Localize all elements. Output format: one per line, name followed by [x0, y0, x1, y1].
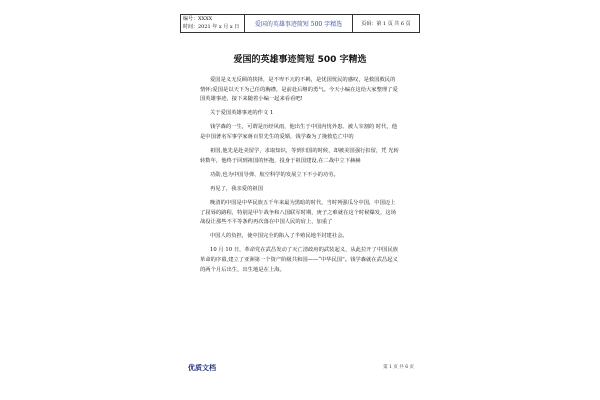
document-header	[180, 14, 420, 33]
paragraph: 关于爱国英雄事迹的作文 1	[210, 110, 274, 117]
paragraph: 钱学森的一生，可谓是历经风雨，他出生于中国内忧外患、被人宰割的 时代，他是中国著名军事学家蒋百里先生的爱婿，钱学森为了挽救危亡中的	[200, 124, 398, 140]
header-page-info: 页码：第 1 页 共 6 页	[361, 21, 411, 27]
document-page	[180, 14, 420, 394]
paragraph: 祖国,他先是赴美留学，求取知识，等到归国的时候，却被美国强行扣留，凭 光转转数年，他终于回到祖国的怀抱，投身于祖国建设,在二战中立下赫赫	[200, 148, 399, 164]
footer-brand: 优质文档	[188, 364, 216, 372]
header-doc-title: 爱国的英雄事迹简短 500 字精选	[245, 15, 353, 32]
footer-page-info: 第 1 页 共 6 页	[383, 365, 414, 370]
paragraph: 晚清的中国是中华民族五千年来最为黑暗的时代，当时列强瓜分中国，中国迈上了屈辱的路程，特别是甲午战争和八国联军时期，庚子之难就在这个时候爆发，这场战役让那些不平等条约再次落在中国人民的肩上，加重了	[200, 199, 396, 226]
document-body	[200, 76, 400, 280]
header-code: 编号：XXXX	[183, 16, 213, 22]
paragraph: 中国人的负担，使中国完全的陷入了半殖民地半封建社会。	[210, 233, 348, 240]
header-meta	[181, 15, 245, 32]
paragraph: 再见了，我亲爱的祖国	[210, 185, 263, 192]
header-time: 时间：2021 年 x 月 x 日	[183, 23, 240, 30]
paragraph: 功勋,也为中国导弹、航空科学的发展立下不小的功劳。	[210, 171, 339, 178]
paragraph: 10 月 10 日，革命党在武昌发动了灭亡清政府的武装起义，从此拉开了中国民族革命的序幕,建立了亚洲第一个资产阶级共和国——“中华民国”。钱学森就在武昌起义的两个月后出生，出生地是在上海。	[200, 247, 399, 273]
page-title: 爱国的英雄事迹简短 500 字精选	[233, 55, 367, 65]
paragraph: 爱国是义无反顾的抉择，是不卑不亢的不羁，是忧国忧民的感叹，是救国救民的情怀;爱国是以天下为己任的胸襟，是前赴后继的勇气。今天小编在这给大家整理了爱国英雄事迹，接下来随着小编一起来看看吧!	[200, 77, 398, 103]
